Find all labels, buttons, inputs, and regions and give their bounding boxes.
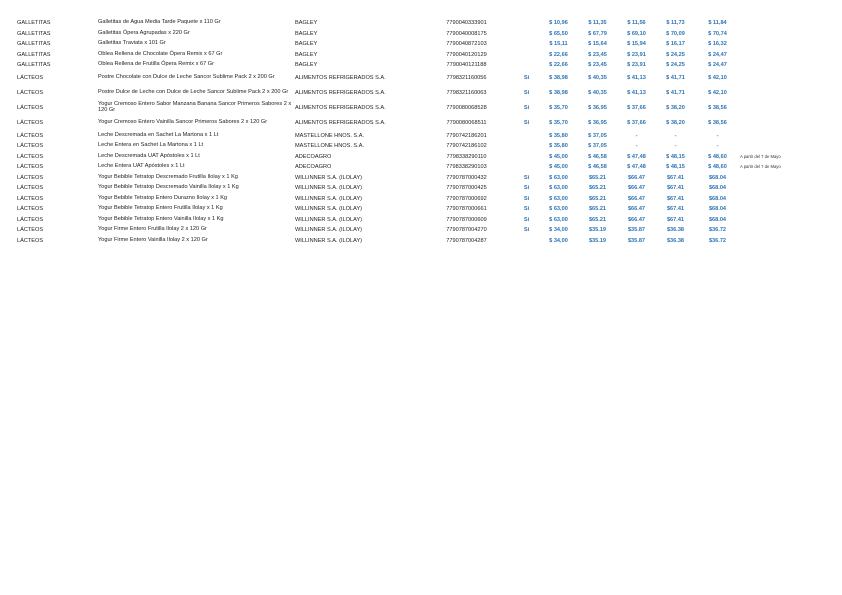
price-cell-1: $ 63,00 (549, 185, 568, 192)
product-cell: Yogur Bebible Tetratop Entero Frutilla Ilolay x 1 Kg (98, 205, 223, 212)
price-cell-3: $ 23,91 (627, 62, 646, 69)
company-cell: BAGLEY (295, 41, 318, 48)
price-cell-2: $ 15,64 (588, 41, 607, 48)
table-row (17, 215, 820, 226)
price-cell-4: $ 38,20 (666, 119, 685, 126)
company-cell: ALIMENTOS REFRIGERADOS S.A. (295, 74, 386, 81)
table-row (17, 225, 820, 236)
price-cell-5: $ 24,47 (708, 62, 727, 69)
ean-cell: 7798321160056 (446, 74, 487, 81)
company-cell: ALIMENTOS REFRIGERADOS S.A. (295, 119, 386, 126)
table-row (17, 18, 820, 29)
price-cell-1: $ 63,00 (549, 216, 568, 223)
note-cell (740, 71, 820, 86)
ean-cell: 7790787000692 (446, 195, 487, 202)
company-cell: BAGLEY (295, 51, 318, 58)
category-cell: GALLETITAS (17, 51, 51, 58)
note-cell (740, 29, 820, 40)
note-cell (740, 204, 820, 215)
category-cell: LÁCTEOS (17, 206, 44, 213)
price-cell-5: $ 11,84 (708, 20, 727, 27)
si-cell: Si (523, 89, 530, 96)
category-cell: LÁCTEOS (17, 143, 44, 150)
category-cell: LÁCTEOS (17, 237, 44, 244)
price-cell-4: $67.41 (666, 174, 685, 181)
price-cell-2: $65.21 (588, 174, 607, 181)
price-cell-2: $ 36,95 (588, 104, 607, 111)
si-cell (514, 141, 539, 152)
price-cell-3: $ 47,48 (627, 164, 646, 171)
product-cell: Galletitas Traviata x 101 Gr (98, 40, 166, 47)
si-cell (514, 39, 539, 50)
company-cell: ALIMENTOS REFRIGERADOS S.A. (295, 104, 386, 111)
price-cell-4: $67.41 (666, 216, 685, 223)
note-cell: A partir del 7 de Mayo (740, 164, 781, 170)
price-cell-4: $67.41 (666, 206, 685, 213)
company-cell: WILLINNER S.A. (ILOLAY) (295, 206, 363, 213)
price-cell-4: $ 24,25 (666, 51, 685, 58)
si-cell (514, 50, 539, 61)
company-cell: BAGLEY (295, 20, 318, 27)
price-cell-2: $ 37,05 (588, 132, 607, 139)
table-row (17, 173, 820, 184)
price-cell-2: $65.21 (588, 195, 607, 202)
product-cell: Postre Dulce de Leche con Dulce de Leche Sancor Sublime Pack 2 x 200 Gr (98, 89, 289, 96)
product-cell: Yogur Firme Entero Frutilla Ilolay 2 x 120 Gr (98, 226, 207, 233)
company-cell: MASTELLONE HNOS. S.A. (295, 143, 365, 150)
product-cell: Oblea Rellena de Chocolate Ópera Remix x 67 Gr (98, 50, 223, 57)
ean-cell: 7790742186102 (446, 143, 487, 150)
price-cell-1: $ 35,70 (549, 104, 568, 111)
table-row (17, 29, 820, 40)
price-cell-4: $ 24,25 (666, 62, 685, 69)
table-row (17, 162, 820, 173)
table-row (17, 86, 820, 101)
ean-cell: 7790080068528 (446, 104, 487, 111)
product-cell: Leche Descremada UAT Apóstoles x 1 Lt (98, 152, 200, 159)
si-cell (514, 131, 539, 142)
note-cell (740, 173, 820, 184)
ean-cell: 7790040120129 (446, 51, 487, 58)
price-cell-5: $ 42,10 (708, 89, 727, 96)
price-cell-1: $ 63,00 (549, 174, 568, 181)
product-cell: Yogur Cremoso Entero Sabor Manzana Banana Sancor Primeros Sabores 2 x 120 Gr (98, 101, 292, 113)
ean-cell: 7790787000425 (446, 185, 487, 192)
price-cell-3: - (635, 143, 638, 150)
price-cell-5: $68.04 (708, 216, 727, 223)
price-cell-3: $ 41,13 (627, 89, 646, 96)
price-cell-1: $ 38,98 (549, 74, 568, 81)
price-cell-1: $ 35,80 (549, 132, 568, 139)
company-cell: BAGLEY (295, 30, 318, 37)
price-cell-5: $68.04 (708, 174, 727, 181)
si-cell: Si (523, 206, 530, 213)
company-cell: WILLINNER S.A. (ILOLAY) (295, 174, 363, 181)
company-cell: WILLINNER S.A. (ILOLAY) (295, 237, 363, 244)
note-cell (740, 236, 820, 247)
category-cell: LÁCTEOS (17, 185, 44, 192)
price-cell-2: $65.21 (588, 216, 607, 223)
company-cell: WILLINNER S.A. (ILOLAY) (295, 195, 363, 202)
price-cell-2: $ 67,79 (588, 30, 607, 37)
category-cell: LÁCTEOS (17, 74, 44, 81)
si-cell: Si (523, 185, 530, 192)
ean-cell: 7798321160063 (446, 89, 487, 96)
table-row (17, 204, 820, 215)
category-cell: LÁCTEOS (17, 216, 44, 223)
price-cell-4: $ 16,17 (666, 41, 685, 48)
price-cell-1: $ 63,00 (549, 206, 568, 213)
price-cell-1: $ 34,00 (549, 227, 568, 234)
price-cell-2: $ 23,45 (588, 51, 607, 58)
product-cell: Yogur Bebible Tetratop Descremado Frutilla Ilolay x 1 Kg (98, 173, 238, 180)
company-cell: ADECOAGRO (295, 164, 332, 171)
note-cell (740, 50, 820, 61)
table-row (17, 116, 820, 131)
price-cell-1: $ 15,11 (549, 41, 568, 48)
note-cell (740, 141, 820, 152)
price-cell-1: $ 22,66 (549, 62, 568, 69)
price-cell-2: $65.21 (588, 185, 607, 192)
company-cell: WILLINNER S.A. (ILOLAY) (295, 227, 363, 234)
price-cell-3: $35.87 (627, 227, 646, 234)
price-cell-3: $ 47,48 (627, 153, 646, 160)
price-cell-4: $ 41,71 (666, 74, 685, 81)
price-cell-4: $ 11,73 (666, 20, 685, 27)
si-cell: Si (523, 119, 530, 126)
ean-cell: 7798338290103 (446, 164, 487, 171)
price-cell-1: $ 45,00 (549, 153, 568, 160)
price-cell-2: $ 11,35 (588, 20, 607, 27)
company-cell: ADECOAGRO (295, 153, 332, 160)
ean-cell: 7790787000661 (446, 206, 487, 213)
product-cell: Galletitas Ópera Agrupadas x 220 Gr (98, 29, 190, 36)
price-cell-3: $66.47 (627, 174, 646, 181)
note-cell (740, 101, 820, 116)
note-cell (740, 116, 820, 131)
price-cell-2: $ 46,58 (588, 164, 607, 171)
price-cell-1: $ 38,98 (549, 89, 568, 96)
table-row (17, 152, 820, 163)
product-cell: Yogur Firme Entero Vainilla Ilolay 2 x 120 Gr (98, 236, 208, 243)
product-cell: Leche Entera en Sachet La Martona x 1 Lt (98, 142, 204, 149)
si-cell: Si (523, 216, 530, 223)
note-cell (740, 60, 820, 71)
table-row (17, 194, 820, 205)
product-cell: Yogur Bebible Tetratop Entero Vainilla Ilolay x 1 Kg (98, 215, 224, 222)
price-cell-5: $ 42,10 (708, 74, 727, 81)
note-cell (740, 194, 820, 205)
table-row (17, 141, 820, 152)
price-cell-2: $ 23,45 (588, 62, 607, 69)
ean-cell: 7790040333901 (446, 20, 487, 27)
price-cell-3: $66.47 (627, 216, 646, 223)
price-cell-5: $ 24,47 (708, 51, 727, 58)
table-row (17, 50, 820, 61)
si-cell: Si (523, 174, 530, 181)
price-cell-4: $ 48,15 (666, 164, 685, 171)
category-cell: LÁCTEOS (17, 164, 44, 171)
category-cell: LÁCTEOS (17, 174, 44, 181)
price-cell-2: $ 46,58 (588, 153, 607, 160)
ean-cell: 7790787000609 (446, 216, 487, 223)
price-cell-3: $66.47 (627, 206, 646, 213)
si-cell (514, 60, 539, 71)
table-row (17, 131, 820, 142)
price-cell-4: - (674, 143, 677, 150)
price-cell-1: $ 34,00 (549, 237, 568, 244)
category-cell: LÁCTEOS (17, 89, 44, 96)
product-cell: Yogur Cremoso Entero Vainilla Sancor Primeros Sabores 2 x 120 Gr (98, 119, 268, 126)
price-cell-5: $68.04 (708, 185, 727, 192)
price-cell-1: $ 65,50 (549, 30, 568, 37)
note-cell (740, 215, 820, 226)
price-table-body (17, 18, 820, 246)
price-cell-5: $ 38,56 (708, 119, 727, 126)
price-cell-2: $ 40,35 (588, 74, 607, 81)
note-cell (740, 183, 820, 194)
product-cell: Postre Chocolate con Dulce de Leche Sancor Sublime Pack 2 x 200 Gr (98, 74, 275, 81)
price-cell-4: $ 41,71 (666, 89, 685, 96)
price-cell-5: $ 48,60 (708, 164, 727, 171)
price-cell-3: $66.47 (627, 185, 646, 192)
company-cell: ALIMENTOS REFRIGERADOS S.A. (295, 89, 386, 96)
price-cell-4: $67.41 (666, 185, 685, 192)
price-cell-2: $65.21 (588, 206, 607, 213)
price-cell-5: - (716, 132, 719, 139)
company-cell: BAGLEY (295, 62, 318, 69)
ean-cell: 7790040008175 (446, 30, 487, 37)
product-cell: Oblea Rellena de Frutilla Ópera Remix x 67 Gr (98, 61, 214, 68)
price-cell-2: $ 40,35 (588, 89, 607, 96)
price-cell-4: $36.38 (666, 237, 685, 244)
price-cell-1: $ 63,00 (549, 195, 568, 202)
product-cell: Galletitas de Agua Media Tarde Paquete x 110 Gr (98, 19, 221, 26)
price-cell-3: $ 37,66 (627, 119, 646, 126)
ean-cell: 7790742186201 (446, 132, 487, 139)
note-cell (740, 225, 820, 236)
si-cell (514, 152, 539, 163)
price-cell-4: $ 70,09 (666, 30, 685, 37)
price-cell-4: - (674, 132, 677, 139)
note-cell (740, 131, 820, 142)
category-cell: LÁCTEOS (17, 227, 44, 234)
price-cell-3: $ 37,66 (627, 104, 646, 111)
product-cell: Leche Entera UAT Apóstoles x 1 Lt (98, 163, 185, 170)
price-cell-5: $68.04 (708, 195, 727, 202)
price-cell-1: $ 35,80 (549, 143, 568, 150)
company-cell: WILLINNER S.A. (ILOLAY) (295, 185, 363, 192)
price-cell-3: $ 69,10 (627, 30, 646, 37)
price-cell-2: $35.19 (588, 227, 607, 234)
note-cell: A partir del 7 de Mayo (740, 153, 781, 159)
table-row (17, 101, 820, 116)
table-row (17, 60, 820, 71)
category-cell: LÁCTEOS (17, 104, 44, 111)
si-cell (514, 236, 539, 247)
si-cell: Si (523, 195, 530, 202)
ean-cell: 7790787000432 (446, 174, 487, 181)
price-cell-5: $68.04 (708, 206, 727, 213)
ean-cell: 7790787004287 (446, 237, 487, 244)
price-cell-5: - (716, 143, 719, 150)
price-cell-5: $36.72 (708, 237, 727, 244)
ean-cell: 7798338290110 (446, 153, 487, 160)
note-cell (740, 86, 820, 101)
price-cell-5: $ 38,56 (708, 104, 727, 111)
si-cell (514, 162, 539, 173)
price-table (17, 18, 820, 246)
category-cell: LÁCTEOS (17, 153, 44, 160)
price-cell-1: $ 22,66 (549, 51, 568, 58)
price-cell-3: - (635, 132, 638, 139)
price-cell-2: $35.19 (588, 237, 607, 244)
price-cell-3: $66.47 (627, 195, 646, 202)
category-cell: LÁCTEOS (17, 119, 44, 126)
category-cell: LÁCTEOS (17, 132, 44, 139)
product-cell: Yogur Bebible Tetratop Entero Durazno Ilolay x 1 Kg (98, 194, 228, 201)
price-cell-5: $36.72 (708, 227, 727, 234)
price-cell-5: $ 70,74 (708, 30, 727, 37)
price-cell-1: $ 10,96 (549, 20, 568, 27)
table-row (17, 39, 820, 50)
si-cell (514, 18, 539, 29)
ean-cell: 7790040121188 (446, 62, 487, 69)
price-cell-1: $ 35,70 (549, 119, 568, 126)
note-cell (740, 39, 820, 50)
category-cell: GALLETITAS (17, 62, 51, 69)
price-cell-3: $ 23,91 (627, 51, 646, 58)
category-cell: LÁCTEOS (17, 195, 44, 202)
price-cell-5: $ 16,32 (708, 41, 727, 48)
price-cell-2: $ 36,95 (588, 119, 607, 126)
price-cell-2: $ 37,05 (588, 143, 607, 150)
ean-cell: 7790080068511 (446, 119, 487, 126)
price-cell-5: $ 48,60 (708, 153, 727, 160)
price-cell-3: $ 41,13 (627, 74, 646, 81)
category-cell: GALLETITAS (17, 41, 51, 48)
si-cell: Si (523, 227, 530, 234)
price-cell-3: $ 11,56 (627, 20, 646, 27)
company-cell: MASTELLONE HNOS. S.A. (295, 132, 365, 139)
si-cell: Si (523, 74, 530, 81)
table-row (17, 236, 820, 247)
price-cell-4: $ 38,20 (666, 104, 685, 111)
si-cell (514, 29, 539, 40)
price-cell-1: $ 45,00 (549, 164, 568, 171)
price-cell-4: $36.38 (666, 227, 685, 234)
category-cell: GALLETITAS (17, 30, 51, 37)
note-cell (740, 18, 820, 29)
category-cell: GALLETITAS (17, 20, 51, 27)
product-cell: Yogur Bebible Tetratop Descremado Vainilla Ilolay x 1 Kg (98, 184, 239, 191)
company-cell: WILLINNER S.A. (ILOLAY) (295, 216, 363, 223)
table-row (17, 71, 820, 86)
ean-cell: 7790040872103 (446, 41, 487, 48)
ean-cell: 7790787004270 (446, 227, 487, 234)
price-cell-4: $67.41 (666, 195, 685, 202)
price-cell-3: $ 15,94 (627, 41, 646, 48)
price-cell-4: $ 48,15 (666, 153, 685, 160)
si-cell: Si (523, 104, 530, 111)
table-row (17, 183, 820, 194)
product-cell: Leche Descremada en Sachet La Martona x 1 Lt (98, 131, 219, 138)
price-cell-3: $35.87 (627, 237, 646, 244)
